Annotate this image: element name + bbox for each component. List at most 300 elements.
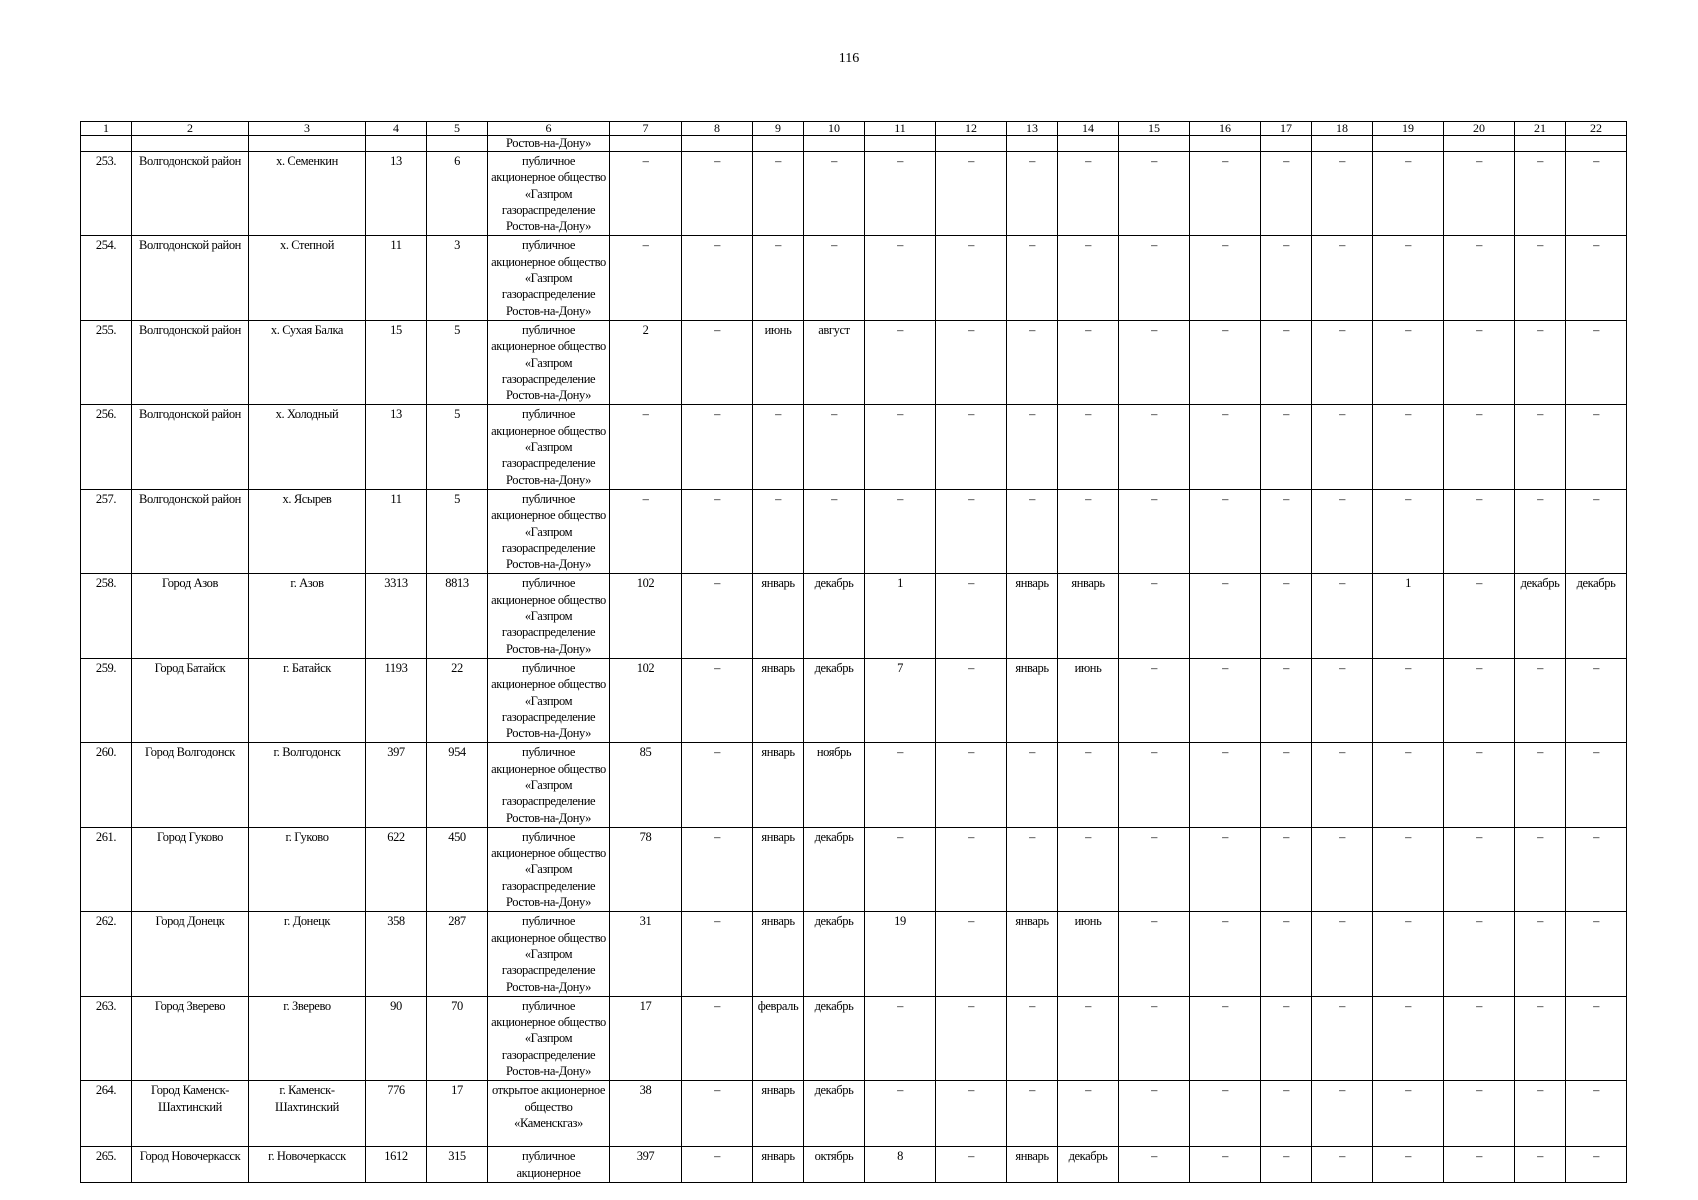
table-cell-col-7: – [610, 152, 682, 236]
table-cell-col-9: январь [753, 658, 804, 742]
table-cell-col-4: 13 [366, 405, 427, 489]
continuation-cell-c19 [1373, 136, 1444, 152]
table-cell-col-16: – [1190, 489, 1261, 573]
table-cell-col-11: 1 [865, 574, 936, 658]
table-cell-col-2: Волгодонской район [132, 152, 249, 236]
table-cell-col-5: 954 [427, 743, 488, 827]
table-cell-col-13: январь [1007, 574, 1058, 658]
table-cell-col-17: – [1261, 574, 1312, 658]
table-header [81, 122, 1627, 136]
table-cell-col-1: 260. [81, 743, 132, 827]
continuation-cell-c10 [804, 136, 865, 152]
table-cell-col-13: – [1007, 320, 1058, 404]
column-number-12: 12 [936, 122, 1007, 136]
table-cell-col-4: 3313 [366, 574, 427, 658]
table-cell-col-6: публичное акционерное общество «Газпром газораспределение Ростов-на-Дону» [488, 743, 610, 827]
table-cell-col-4: 90 [366, 996, 427, 1080]
table-cell-col-3: г. Новочеркасск [249, 1147, 366, 1183]
table-cell-col-8: – [682, 405, 753, 489]
table-cell-col-14: июнь [1058, 658, 1119, 742]
table-cell-col-22: декабрь [1566, 574, 1627, 658]
table-row [81, 574, 1627, 658]
table-cell-col-2: Город Волгодонск [132, 743, 249, 827]
table-cell-col-5: 6 [427, 152, 488, 236]
column-number-20: 20 [1444, 122, 1515, 136]
column-number-13: 13 [1007, 122, 1058, 136]
table-cell-col-13: январь [1007, 912, 1058, 996]
table-cell-col-4: 622 [366, 827, 427, 911]
column-number-9: 9 [753, 122, 804, 136]
table-cell-col-11: – [865, 996, 936, 1080]
table-cell-col-4: 1612 [366, 1147, 427, 1183]
continuation-cell-c22 [1566, 136, 1627, 152]
continuation-cell-c14 [1058, 136, 1119, 152]
table-cell-col-8: – [682, 1081, 753, 1147]
table-cell-col-14: – [1058, 743, 1119, 827]
table-cell-col-16: – [1190, 912, 1261, 996]
table-cell-col-21: декабрь [1515, 574, 1566, 658]
table-cell-col-22: – [1566, 1081, 1627, 1147]
table-cell-col-15: – [1119, 236, 1190, 320]
table-cell-col-8: – [682, 658, 753, 742]
table-cell-col-3: г. Волгодонск [249, 743, 366, 827]
table-cell-col-5: 5 [427, 320, 488, 404]
table-cell-col-21: – [1515, 827, 1566, 911]
column-number-15: 15 [1119, 122, 1190, 136]
table-cell-col-10: декабрь [804, 996, 865, 1080]
table-cell-col-21: – [1515, 912, 1566, 996]
table-cell-col-19: – [1373, 489, 1444, 573]
table-cell-col-21: – [1515, 320, 1566, 404]
table-cell-col-16: – [1190, 405, 1261, 489]
table-cell-col-14: – [1058, 236, 1119, 320]
table-row [81, 236, 1627, 320]
table-cell-col-16: – [1190, 743, 1261, 827]
table-cell-col-4: 11 [366, 489, 427, 573]
continuation-row [81, 136, 1627, 152]
table-cell-col-8: – [682, 827, 753, 911]
table-cell-col-13: – [1007, 743, 1058, 827]
table-cell-col-11: 7 [865, 658, 936, 742]
table-cell-col-16: – [1190, 827, 1261, 911]
table-cell-col-9: январь [753, 743, 804, 827]
column-number-21: 21 [1515, 122, 1566, 136]
table-cell-col-17: – [1261, 405, 1312, 489]
table-cell-col-14: декабрь [1058, 1147, 1119, 1183]
table-cell-col-4: 13 [366, 152, 427, 236]
table-cell-col-18: – [1312, 1147, 1373, 1183]
table-cell-col-6: публичное акционерное общество «Газпром газораспределение Ростов-на-Дону» [488, 996, 610, 1080]
table-cell-col-16: – [1190, 320, 1261, 404]
table-cell-col-4: 1193 [366, 658, 427, 742]
table-cell-col-15: – [1119, 996, 1190, 1080]
table-cell-col-15: – [1119, 1147, 1190, 1183]
table-cell-col-7: 397 [610, 1147, 682, 1183]
continuation-cell-c20 [1444, 136, 1515, 152]
table-cell-col-18: – [1312, 405, 1373, 489]
column-number-3: 3 [249, 122, 366, 136]
column-number-1: 1 [81, 122, 132, 136]
table-cell-col-11: – [865, 743, 936, 827]
table-cell-col-4: 776 [366, 1081, 427, 1147]
table-cell-col-18: – [1312, 236, 1373, 320]
table-cell-col-8: – [682, 320, 753, 404]
table-cell-col-15: – [1119, 574, 1190, 658]
table-cell-col-8: – [682, 743, 753, 827]
table-cell-col-20: – [1444, 152, 1515, 236]
table-cell-col-10: август [804, 320, 865, 404]
table-cell-col-10: декабрь [804, 912, 865, 996]
table-cell-col-17: – [1261, 1081, 1312, 1147]
table-cell-col-2: Город Донецк [132, 912, 249, 996]
table-cell-col-18: – [1312, 320, 1373, 404]
table-cell-col-3: х. Степной [249, 236, 366, 320]
table-cell-col-19: – [1373, 1147, 1444, 1183]
table-cell-col-11: 8 [865, 1147, 936, 1183]
column-number-16: 16 [1190, 122, 1261, 136]
table-cell-col-2: Город Азов [132, 574, 249, 658]
table-cell-col-1: 263. [81, 996, 132, 1080]
table-cell-col-14: – [1058, 489, 1119, 573]
table-cell-col-22: – [1566, 320, 1627, 404]
table-cell-col-19: – [1373, 827, 1444, 911]
table-cell-col-20: – [1444, 658, 1515, 742]
table-cell-col-9: – [753, 236, 804, 320]
table-cell-col-2: Город Каменск-Шахтинский [132, 1081, 249, 1147]
table-cell-col-22: – [1566, 996, 1627, 1080]
table-cell-col-1: 258. [81, 574, 132, 658]
table-cell-col-1: 259. [81, 658, 132, 742]
table-cell-col-13: – [1007, 827, 1058, 911]
table-cell-col-10: – [804, 152, 865, 236]
table-cell-col-6: публичное акционерное общество «Газпром газораспределение Ростов-на-Дону» [488, 574, 610, 658]
table-cell-col-1: 256. [81, 405, 132, 489]
table-cell-col-13: январь [1007, 1147, 1058, 1183]
table-cell-col-6: публичное акционерное общество «Газпром газораспределение Ростов-на-Дону» [488, 658, 610, 742]
table-cell-col-11: – [865, 152, 936, 236]
table-cell-col-15: – [1119, 743, 1190, 827]
table-cell-col-20: – [1444, 489, 1515, 573]
table-cell-col-21: – [1515, 658, 1566, 742]
table-cell-col-14: – [1058, 320, 1119, 404]
table-cell-col-19: – [1373, 1081, 1444, 1147]
table-cell-col-1: 262. [81, 912, 132, 996]
continuation-cell-c1 [81, 136, 132, 152]
table-cell-col-1: 253. [81, 152, 132, 236]
table-cell-col-19: – [1373, 743, 1444, 827]
table-cell-col-8: – [682, 236, 753, 320]
table-cell-col-17: – [1261, 320, 1312, 404]
table-cell-col-17: – [1261, 152, 1312, 236]
table-cell-col-2: Волгодонской район [132, 236, 249, 320]
table-cell-col-4: 358 [366, 912, 427, 996]
table-cell-col-15: – [1119, 320, 1190, 404]
continuation-cell-c3 [249, 136, 366, 152]
continuation-cell-c4 [366, 136, 427, 152]
table-row [81, 489, 1627, 573]
table-cell-col-2: Волгодонской район [132, 405, 249, 489]
data-table [80, 121, 1627, 1183]
table-cell-col-5: 22 [427, 658, 488, 742]
table-cell-col-17: – [1261, 912, 1312, 996]
table-row [81, 152, 1627, 236]
table-cell-col-2: Город Гуково [132, 827, 249, 911]
column-number-11: 11 [865, 122, 936, 136]
table-cell-col-9: январь [753, 827, 804, 911]
table-cell-col-4: 397 [366, 743, 427, 827]
table-cell-col-10: декабрь [804, 574, 865, 658]
table-cell-col-12: – [936, 996, 1007, 1080]
column-number-10: 10 [804, 122, 865, 136]
table-cell-col-10: декабрь [804, 658, 865, 742]
table-cell-col-16: – [1190, 574, 1261, 658]
table-cell-col-5: 450 [427, 827, 488, 911]
table-cell-col-8: – [682, 574, 753, 658]
table-cell-col-20: – [1444, 996, 1515, 1080]
table-cell-col-6: публичное акционерное общество «Газпром газораспределение Ростов-на-Дону» [488, 827, 610, 911]
table-cell-col-16: – [1190, 1147, 1261, 1183]
continuation-cell-c15 [1119, 136, 1190, 152]
table-cell-col-12: – [936, 236, 1007, 320]
table-row [81, 1147, 1627, 1183]
table-cell-col-3: х. Сухая Балка [249, 320, 366, 404]
table-cell-col-2: Город Зверево [132, 996, 249, 1080]
table-cell-col-20: – [1444, 320, 1515, 404]
table-cell-col-15: – [1119, 827, 1190, 911]
continuation-cell-c18 [1312, 136, 1373, 152]
table-cell-col-18: – [1312, 489, 1373, 573]
table-cell-col-12: – [936, 405, 1007, 489]
table-cell-col-14: июнь [1058, 912, 1119, 996]
table-cell-col-3: х. Холодный [249, 405, 366, 489]
table-cell-col-21: – [1515, 152, 1566, 236]
table-row [81, 912, 1627, 996]
column-number-5: 5 [427, 122, 488, 136]
table-cell-col-12: – [936, 574, 1007, 658]
continuation-cell-c13 [1007, 136, 1058, 152]
table-cell-col-9: январь [753, 912, 804, 996]
table-cell-col-18: – [1312, 658, 1373, 742]
table-cell-col-14: январь [1058, 574, 1119, 658]
table-cell-col-21: – [1515, 236, 1566, 320]
table-cell-col-19: – [1373, 658, 1444, 742]
table-cell-col-12: – [936, 1081, 1007, 1147]
table-cell-col-7: 2 [610, 320, 682, 404]
page-number: 116 [838, 51, 860, 66]
table-cell-col-9: январь [753, 574, 804, 658]
table-cell-col-17: – [1261, 743, 1312, 827]
column-number-18: 18 [1312, 122, 1373, 136]
table-cell-col-13: – [1007, 152, 1058, 236]
table-cell-col-13: – [1007, 996, 1058, 1080]
table-cell-col-18: – [1312, 827, 1373, 911]
table-cell-col-7: 102 [610, 658, 682, 742]
table-cell-col-20: – [1444, 827, 1515, 911]
table-cell-col-16: – [1190, 236, 1261, 320]
table-cell-col-12: – [936, 912, 1007, 996]
table-cell-col-7: – [610, 236, 682, 320]
table-cell-col-22: – [1566, 489, 1627, 573]
table-cell-col-17: – [1261, 658, 1312, 742]
table-cell-col-2: Волгодонской район [132, 489, 249, 573]
table-cell-col-5: 5 [427, 489, 488, 573]
table-cell-col-20: – [1444, 743, 1515, 827]
table-cell-col-3: г. Каменск-Шахтинский [249, 1081, 366, 1147]
table-cell-col-19: – [1373, 405, 1444, 489]
table-cell-col-13: – [1007, 405, 1058, 489]
table-cell-col-5: 287 [427, 912, 488, 996]
column-number-8: 8 [682, 122, 753, 136]
table-cell-col-15: – [1119, 489, 1190, 573]
table-cell-col-21: – [1515, 405, 1566, 489]
table-cell-col-22: – [1566, 743, 1627, 827]
table-cell-col-22: – [1566, 1147, 1627, 1183]
table-cell-col-18: – [1312, 1081, 1373, 1147]
table-cell-col-11: – [865, 827, 936, 911]
table-cell-col-9: февраль [753, 996, 804, 1080]
table-row [81, 658, 1627, 742]
table-cell-col-11: – [865, 405, 936, 489]
table-cell-col-17: – [1261, 827, 1312, 911]
table-cell-col-2: Город Новочеркасск [132, 1147, 249, 1183]
table-cell-col-21: – [1515, 1081, 1566, 1147]
table-row [81, 405, 1627, 489]
table-cell-col-21: – [1515, 743, 1566, 827]
table-cell-col-9: – [753, 152, 804, 236]
table-cell-col-4: 11 [366, 236, 427, 320]
table-cell-col-19: – [1373, 236, 1444, 320]
table-cell-col-15: – [1119, 912, 1190, 996]
column-number-4: 4 [366, 122, 427, 136]
table-cell-col-19: 1 [1373, 574, 1444, 658]
table-cell-col-5: 5 [427, 405, 488, 489]
table-cell-col-6: публичное акционерное общество «Газпром газораспределение Ростов-на-Дону» [488, 912, 610, 996]
table-cell-col-21: – [1515, 489, 1566, 573]
continuation-cell-c21 [1515, 136, 1566, 152]
table-cell-col-22: – [1566, 152, 1627, 236]
continuation-cell-c8 [682, 136, 753, 152]
table-cell-col-17: – [1261, 489, 1312, 573]
table-cell-col-8: – [682, 1147, 753, 1183]
table-cell-col-13: январь [1007, 658, 1058, 742]
table-cell-col-19: – [1373, 152, 1444, 236]
column-number-7: 7 [610, 122, 682, 136]
table-cell-col-22: – [1566, 912, 1627, 996]
table-cell-col-20: – [1444, 236, 1515, 320]
table-cell-col-22: – [1566, 236, 1627, 320]
table-cell-col-2: Город Батайск [132, 658, 249, 742]
table-cell-col-6: публичное акционерное общество «Газпром газораспределение Ростов-на-Дону» [488, 152, 610, 236]
table-cell-col-1: 264. [81, 1081, 132, 1147]
table-cell-col-9: январь [753, 1147, 804, 1183]
column-number-6: 6 [488, 122, 610, 136]
table-cell-col-14: – [1058, 1081, 1119, 1147]
table-cell-col-10: декабрь [804, 827, 865, 911]
table-cell-col-1: 257. [81, 489, 132, 573]
table-cell-col-6: публичное акционерное [488, 1147, 610, 1183]
table-cell-col-12: – [936, 152, 1007, 236]
table-cell-col-7: – [610, 489, 682, 573]
table-cell-col-16: – [1190, 1081, 1261, 1147]
table-cell-col-5: 3 [427, 236, 488, 320]
table-cell-col-7: 31 [610, 912, 682, 996]
table-cell-col-22: – [1566, 827, 1627, 911]
table-cell-col-8: – [682, 996, 753, 1080]
table-cell-col-9: июнь [753, 320, 804, 404]
table-cell-col-14: – [1058, 152, 1119, 236]
continuation-cell-c11 [865, 136, 936, 152]
column-number-2: 2 [132, 122, 249, 136]
continuation-cell-c16 [1190, 136, 1261, 152]
table-cell-col-3: г. Азов [249, 574, 366, 658]
table-cell-col-15: – [1119, 1081, 1190, 1147]
table-cell-col-7: 85 [610, 743, 682, 827]
table-cell-col-16: – [1190, 658, 1261, 742]
table-cell-col-18: – [1312, 152, 1373, 236]
table-cell-col-14: – [1058, 827, 1119, 911]
table-cell-col-11: – [865, 236, 936, 320]
table-cell-col-6: публичное акционерное общество «Газпром газораспределение Ростов-на-Дону» [488, 405, 610, 489]
continuation-cell-c6: Ростов-на-Дону» [488, 136, 610, 152]
table-cell-col-21: – [1515, 1147, 1566, 1183]
table-cell-col-17: – [1261, 1147, 1312, 1183]
table-cell-col-6: публичное акционерное общество «Газпром газораспределение Ростов-на-Дону» [488, 489, 610, 573]
table-cell-col-3: г. Зверево [249, 996, 366, 1080]
table-cell-col-16: – [1190, 996, 1261, 1080]
table-cell-col-15: – [1119, 152, 1190, 236]
table-cell-col-15: – [1119, 405, 1190, 489]
table-row [81, 1081, 1627, 1147]
table-cell-col-10: – [804, 489, 865, 573]
table-cell-col-9: – [753, 405, 804, 489]
table-cell-col-7: – [610, 405, 682, 489]
table-cell-col-11: 19 [865, 912, 936, 996]
table-cell-col-14: – [1058, 405, 1119, 489]
table-cell-col-9: январь [753, 1081, 804, 1147]
table-cell-col-7: 38 [610, 1081, 682, 1147]
table-cell-col-3: х. Семенкин [249, 152, 366, 236]
table-cell-col-13: – [1007, 1081, 1058, 1147]
continuation-cell-c12 [936, 136, 1007, 152]
table-cell-col-20: – [1444, 912, 1515, 996]
table-cell-col-20: – [1444, 574, 1515, 658]
column-number-19: 19 [1373, 122, 1444, 136]
continuation-cell-c5 [427, 136, 488, 152]
table-cell-col-14: – [1058, 996, 1119, 1080]
continuation-cell-c9 [753, 136, 804, 152]
table-cell-col-5: 315 [427, 1147, 488, 1183]
table-cell-col-19: – [1373, 320, 1444, 404]
table-cell-col-17: – [1261, 236, 1312, 320]
column-number-row [81, 122, 1627, 136]
table-cell-col-16: – [1190, 152, 1261, 236]
table-row [81, 320, 1627, 404]
table-cell-col-1: 254. [81, 236, 132, 320]
table-cell-col-3: х. Ясырев [249, 489, 366, 573]
continuation-cell-c17 [1261, 136, 1312, 152]
table-cell-col-18: – [1312, 996, 1373, 1080]
table-cell-col-3: г. Донецк [249, 912, 366, 996]
table-cell-col-18: – [1312, 743, 1373, 827]
table-row [81, 743, 1627, 827]
table-cell-col-2: Волгодонской район [132, 320, 249, 404]
table-cell-col-7: 78 [610, 827, 682, 911]
table-cell-col-19: – [1373, 996, 1444, 1080]
table-cell-col-11: – [865, 1081, 936, 1147]
table-cell-col-20: – [1444, 1081, 1515, 1147]
table-cell-col-6: публичное акционерное общество «Газпром газораспределение Ростов-на-Дону» [488, 236, 610, 320]
table-cell-col-15: – [1119, 658, 1190, 742]
